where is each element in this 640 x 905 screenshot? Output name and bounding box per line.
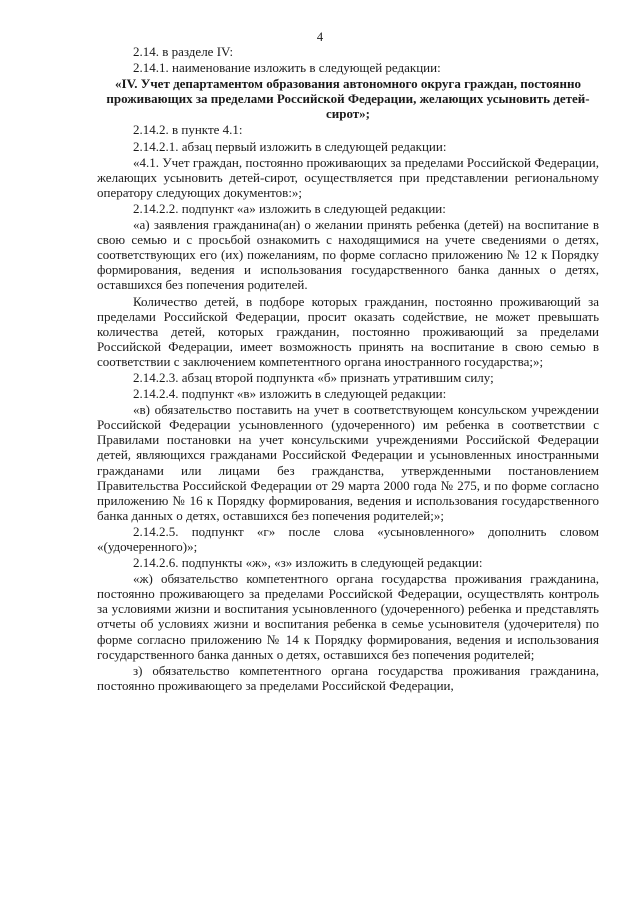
subpoint-a-text: «а) заявления гражданина(ан) о желании принять ребенка (детей) на воспитание в свою семью и с просьбой ознакомить с находящимися на учете сведениями о детях, соответствующих его (их) пожеланиям, по форме согласно приложению № 12 к Порядку формирования, ведения и использования государственного банка данных о детях, оставшихся без попечения родителей.	[97, 217, 599, 293]
document-body	[97, 44, 599, 694]
subpoint-v-text: «в) обязательство поставить на учет в соответствующем консульском учреждении Российской Федерации усыновленного (удочеренного) им ребенка в соответствии с Правилами постановки на учет консульскими учреждениями Российской Федерации детей, являющихся гражданами Российской Федерации и усыновленных иностранными гражданами или лицами без гражданства, утвержденными постановлением Правительства Российской Федерации от 29 марта 2000 года № 275, и по форме согласно приложению № 16 к Порядку формирования, ведения и использования государственного банка данных о детях, оставшихся без попечения родителей;»;	[97, 402, 599, 523]
children-count-paragraph: Количество детей, в подборе которых гражданин, постоянно проживающий за пределами Российской Федерации, просит оказать содействие, не может превышать количества детей, которых гражданин, постоянно проживающий за пределами Российской Федерации, имеет возможность принять на воспитание в свою семью в соответствии с заключением компетентного органа иностранного государства;»;	[97, 293, 599, 369]
paragraph-2-14-2-4: 2.14.2.4. подпункт «в» изложить в следующей редакции:	[133, 386, 447, 402]
paragraph-4-1-text: «4.1. Учет граждан, постоянно проживающих за пределами Российской Федерации, желающих усыновить детей-сирот, осуществляется при представлении региональному оператору следующих документов:»;	[97, 154, 599, 200]
paragraph-2-14-2: 2.14.2. в пункте 4.1:	[133, 122, 243, 138]
paragraph-2-14-2-1: 2.14.2.1. абзац первый изложить в следующей редакции:	[133, 138, 447, 154]
paragraph-2-14-2-3: 2.14.2.3. абзац второй подпункта «б» признать утратившим силу;	[133, 369, 494, 385]
paragraph-2-14-1: 2.14.1. наименование изложить в следующей редакции:	[133, 60, 441, 76]
page-number: 4	[316, 30, 324, 44]
paragraph-2-14: 2.14. в разделе IV:	[133, 44, 234, 59]
subpoint-z-text: з) обязательство компетентного органа государства проживания гражданина, постоянно проживающего за пределами Российской Федерации,	[97, 662, 599, 693]
paragraph-2-14-2-5: 2.14.2.5. подпункт «г» после слова «усыновленного» дополнить словом «(удочеренного)»;	[97, 523, 599, 554]
section-heading: «IV. Учет департаментом образования автономного округа граждан, постоянно проживающих за пределами Российской Федерации, желающих усыновить детей-сирот»;	[106, 76, 590, 122]
paragraph-2-14-2-2: 2.14.2.2. подпункт «а» изложить в следующей редакции:	[133, 200, 446, 216]
paragraph-2-14-2-6: 2.14.2.6. подпункты «ж», «з» изложить в следующей редакции:	[133, 555, 483, 571]
subpoint-zh-text: «ж) обязательство компетентного органа государства проживания гражданина, постоянно проживающего за пределами Российской Федерации, осуществлять контроль за условиями жизни и воспитания усыновленного (удочеренного) ребенка и представлять отчеты об условиях жизни и воспитания ребенка в семье усыновителя (удочерителя) по форме согласно приложению № 14 к Порядку формирования, ведения и использования государственного банка данных о детях, оставшихся без попечения родителей;	[97, 571, 599, 662]
